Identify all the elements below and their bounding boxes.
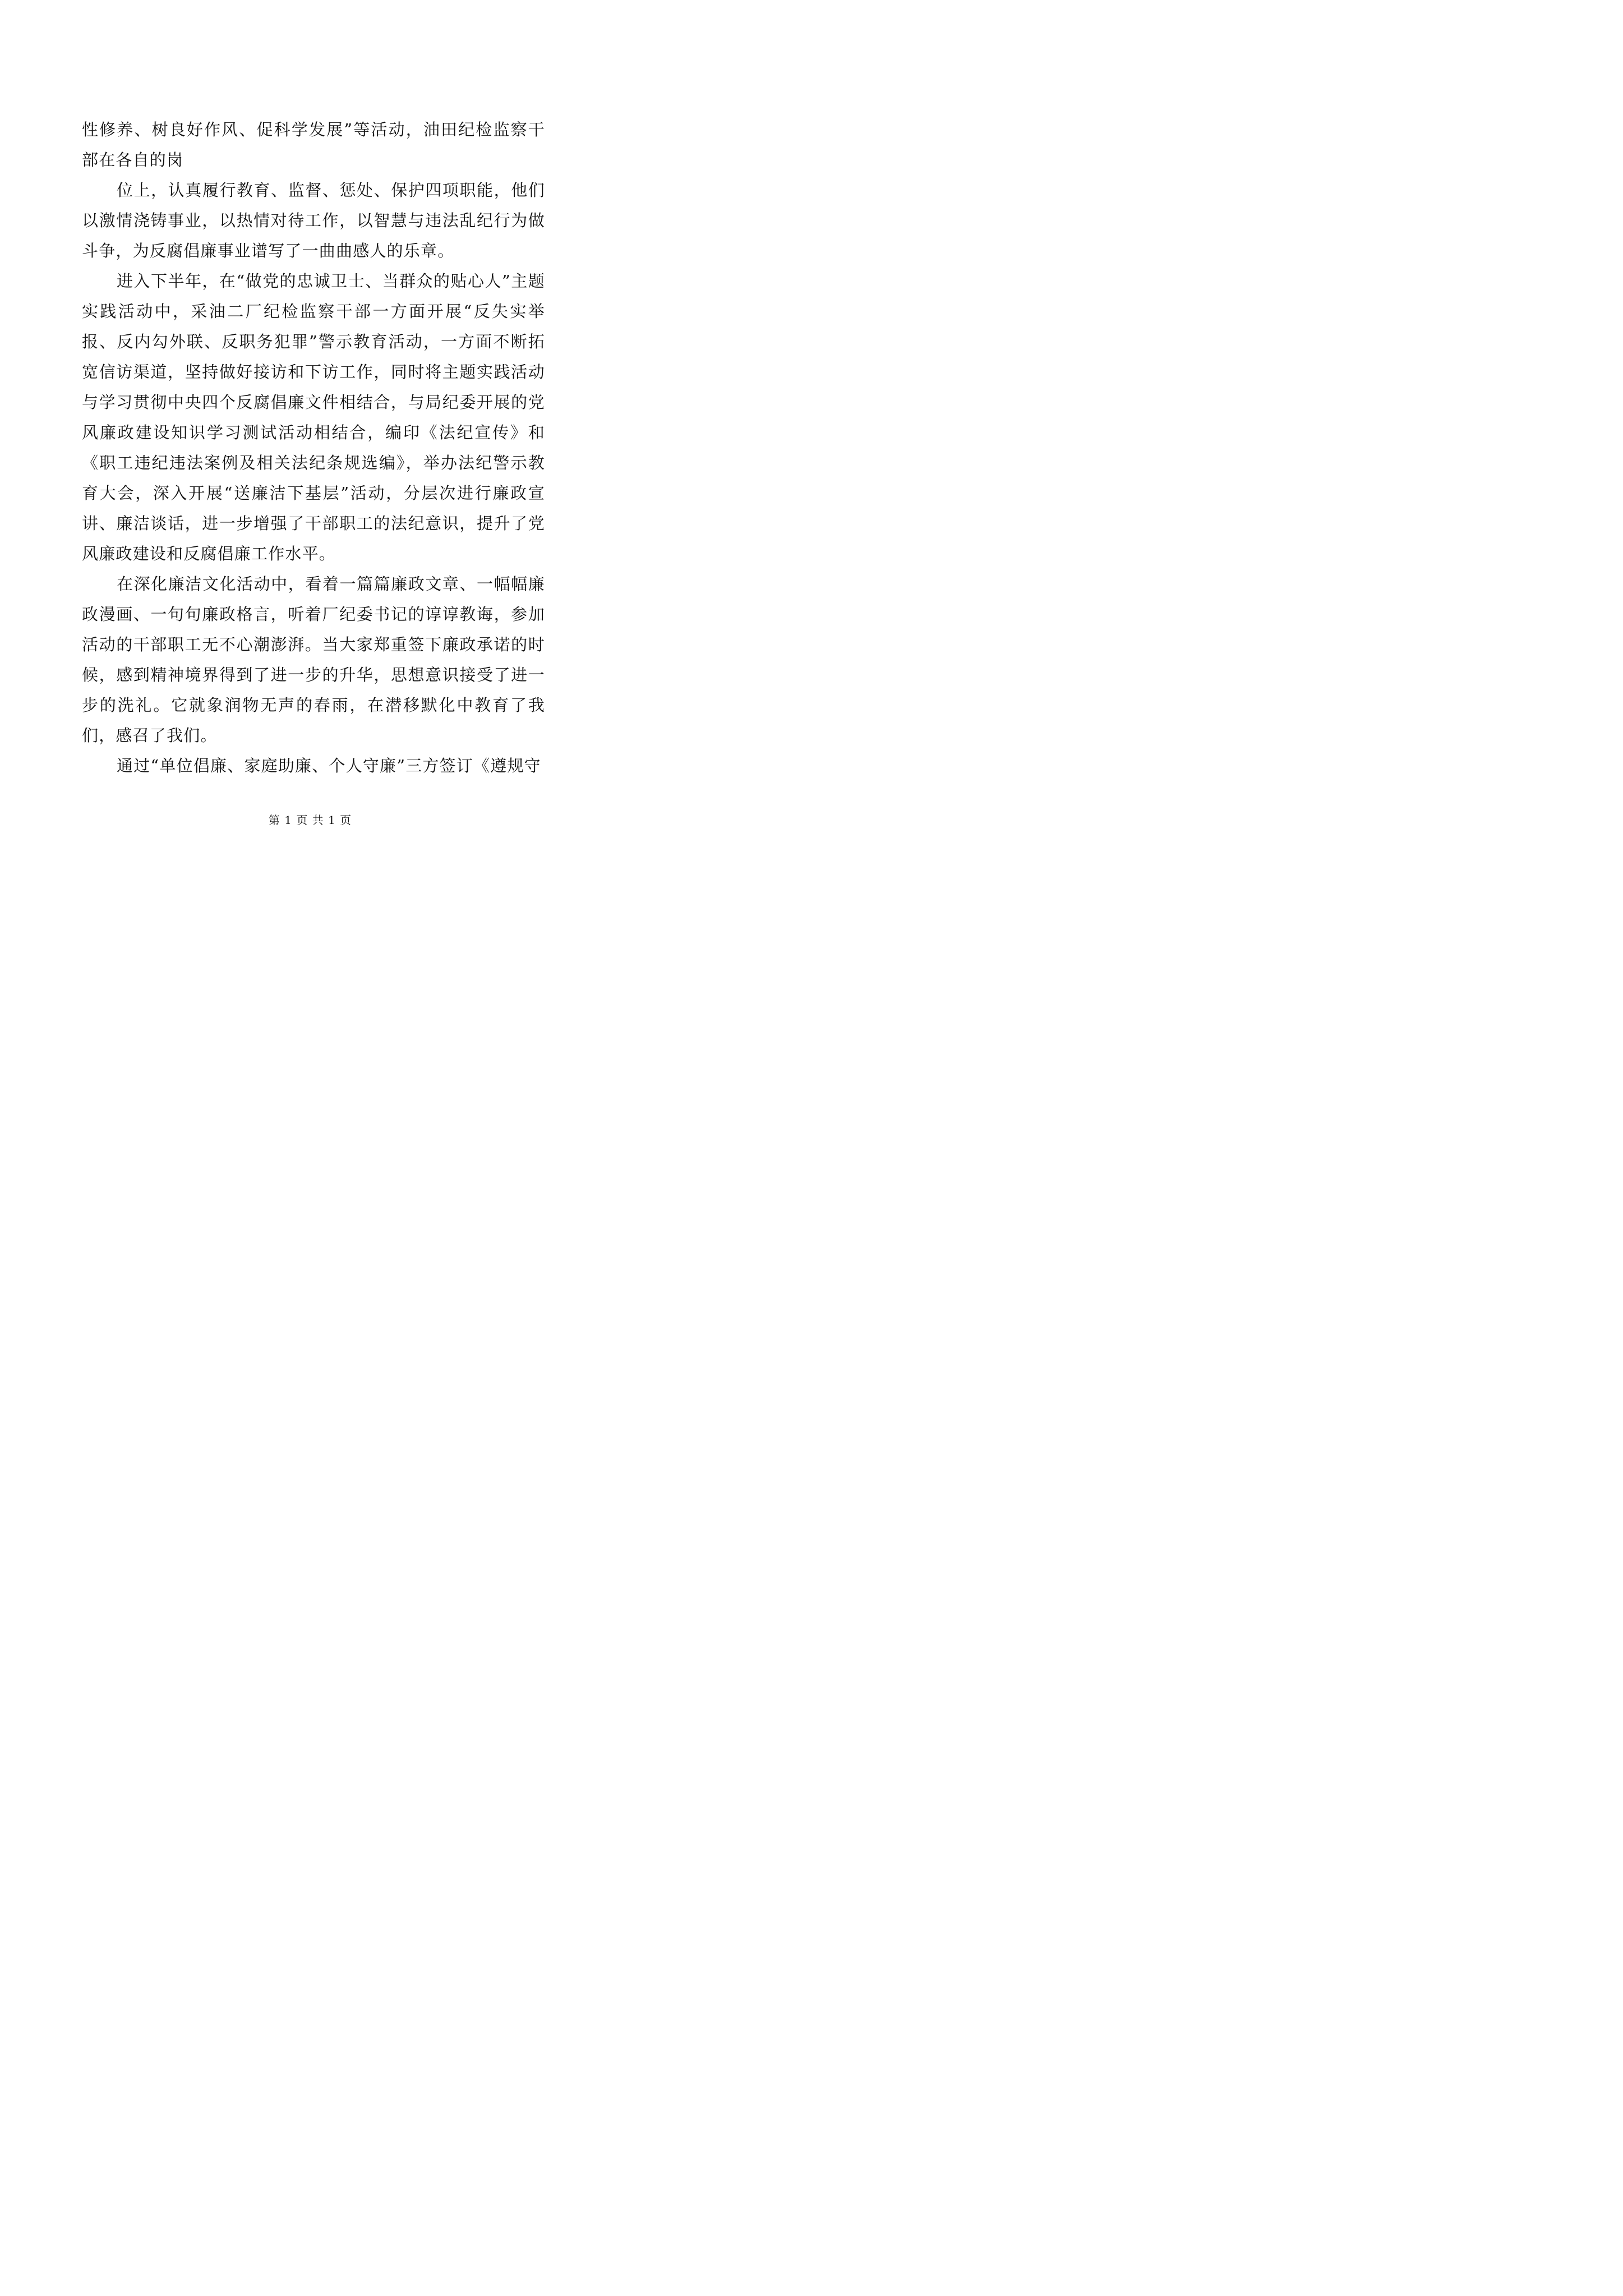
paragraph-2: 位上，认真履行教育、监督、惩处、保护四项职能，他们以激情浇铸事业，以热情对待工作，以智慧与违法乱纪行为做斗争，为反腐倡廉事业谱写了一曲曲感人的乐章。 — [82, 181, 545, 260]
document-page — [0, 0, 620, 877]
paragraph-5: 通过“单位倡廉、家庭助廉、个人守廉”三方签订《遵规守 — [117, 756, 541, 775]
document-body — [82, 114, 545, 781]
paragraph-3: 进入下半年，在“做党的忠诚卫士、当群众的贴心人”主题实践活动中，采油二厂纪检监察干部一方面开展“反失实举报、反内勾外联、反职务犯罪”警示教育活动，一方面不断拓宽信访渠道，坚持做好接访和下访工作，同时将主题实践活动与学习贯彻中央四个反腐倡廉文件相结合，与局纪委开展的党风廉政建设知识学习测试活动相结合，编印《法纪宣传》和《职工违纪违法案例及相关法纪条规选编》，举办法纪警示教育大会，深入开展“送廉洁下基层”活动，分层次进行廉政宣讲、廉洁谈话，进一步增强了干部职工的法纪意识，提升了党风廉政建设和反腐倡廉工作水平。 — [82, 272, 545, 563]
page-footer: 第 1 页 共 1 页 — [268, 813, 352, 827]
paragraph-4: 在深化廉洁文化活动中，看着一篇篇廉政文章、一幅幅廉政漫画、一句句廉政格言，听着厂纪委书记的谆谆教诲，参加活动的干部职工无不心潮澎湃。当大家郑重签下廉政承诺的时候，感到精神境界得到了进一步的升华，思想意识接受了进一步的洗礼。它就象润物无声的春雨，在潜移默化中教育了我们，感召了我们。 — [82, 574, 545, 745]
paragraph-1: 性修养、树良好作风、促科学发展”等活动，油田纪检监察干部在各自的岗 — [82, 120, 545, 169]
